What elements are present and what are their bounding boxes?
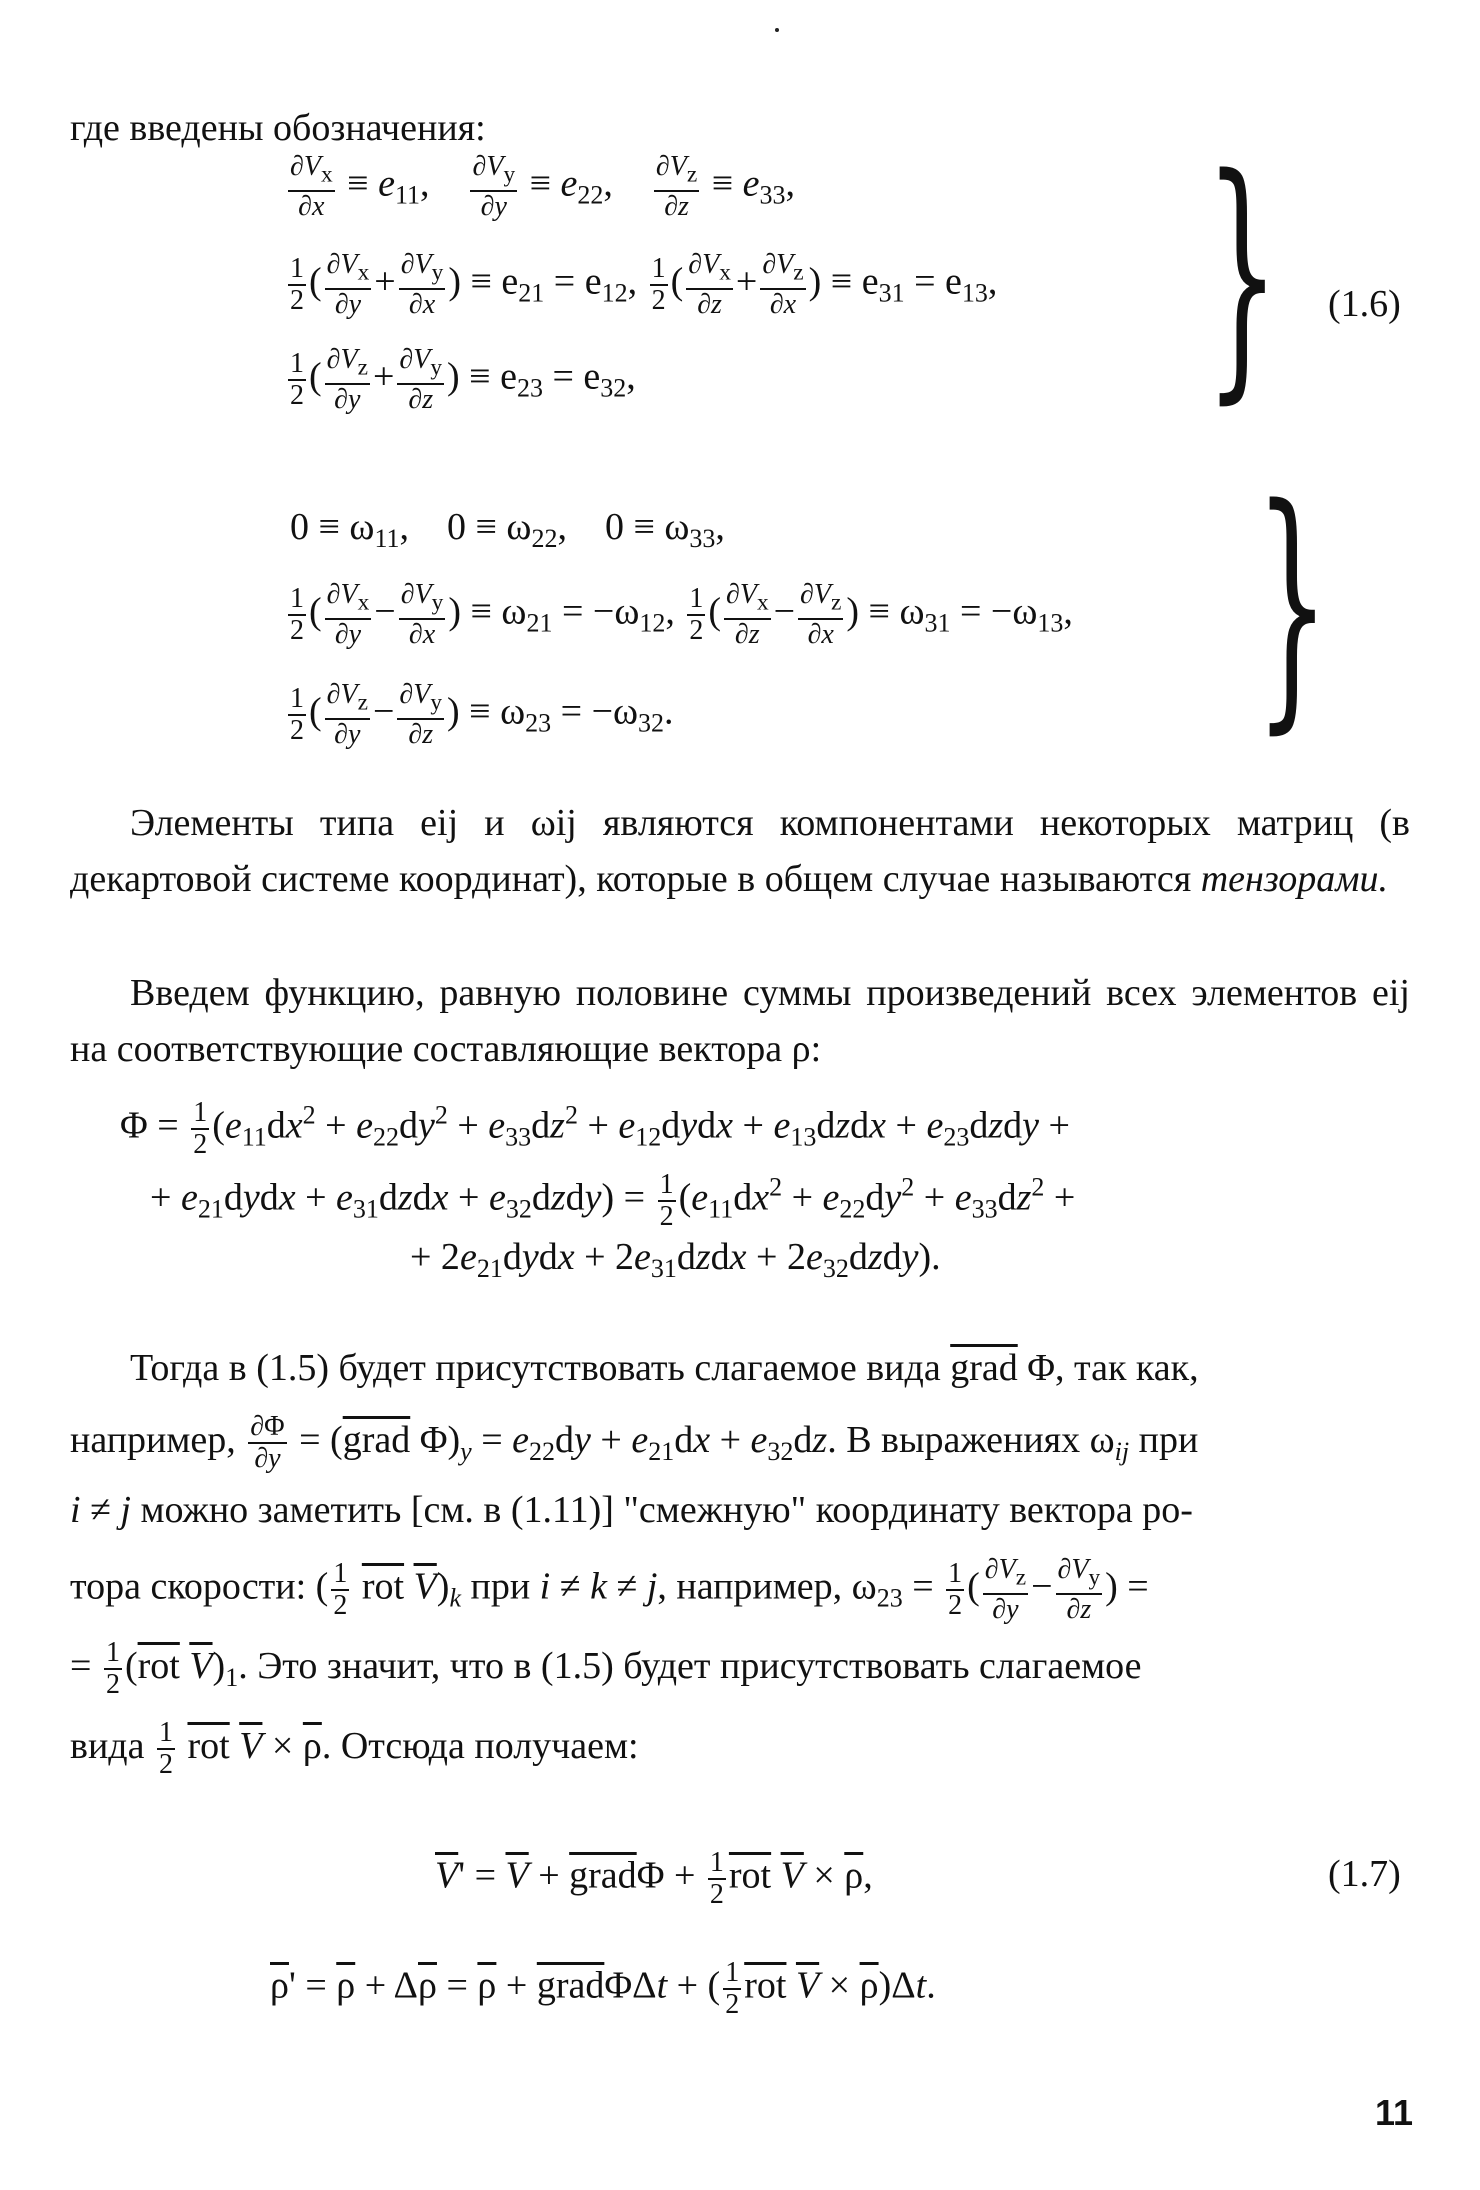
p3-line-1: Тогда в (1.5) будет присутствовать слагаемое вида grad Φ, так как, — [130, 1347, 1199, 1389]
right-brace: } — [1255, 454, 1330, 756]
eq-1-6-row3: $\frac{1}{2}$ ( $\frac{\partial V_z}{\partial y}$ + $\frac{\partial V_y}{\partial z}$ ) ≡ $e_{23} = e_{32}$, — [290, 344, 636, 415]
p3-line-3: i ≠ j можно заметить [см. в (1.11)] "смежную" координату вектора ро- — [70, 1489, 1193, 1531]
eq-1-6-number: (1.6) — [1328, 283, 1401, 325]
paragraph-tensors: Элементы типа eij и ωij являются компонентами некоторых матриц (в декартовой системе координат), которые в общем случае называются тензорами. — [70, 802, 1410, 900]
eq-1-7-number: (1.7) — [1328, 1853, 1401, 1895]
phi-line-1: Φ = $\frac{1}{2}$ ($e_{11}dx^2 + e_{22}dy^2 + e_{33}dz^2$ + $e_{12}dydx$ + $e_{13}dzdx$ + $e_{23}dzdy$ + — [120, 1097, 1070, 1160]
eq-1-6-row1-text — [0, 0, 1, 1]
eq-1-6-row1: $\frac{\partial V_x}{\partial x}$ ≡ $e_{11}$, $\frac{\partial V_y}{\partial y}$ ≡ $e_{22}$, $\frac{\partial V_z}{\partial z}$ ≡ $e_{33}$, — [290, 151, 796, 222]
right-brace: } — [1205, 124, 1280, 426]
p3-line-5: = $\frac{1}{2}$ ($\overline{rot}$ $\overline{V})_1$. Это значит, что в (1.5) будет присутствовать слагаемое — [70, 1637, 1142, 1701]
intro-line: где введены обозначения: — [70, 107, 486, 149]
eq-omega-row2: $\frac{1}{2}$ ( $\frac{\partial V_x}{\partial y}$ − $\frac{\partial V_y}{\partial x}$ ) ≡ $\omega_{21} = -\omega_{12}$, $\frac{1}{2}$ ( $\frac{\partial V_x}{\partial z}$ − $\frac{\partial V_z}{\partial x}$ ) ≡ $\omega_{31} = -\omega_{13}$, — [290, 579, 1073, 650]
eq-omega-row3: $\frac{1}{2}$ ( $\frac{\partial V_z}{\partial y}$ − $\frac{\partial V_y}{\partial z}$ ) ≡ $\omega_{23} = -\omega_{32}$. — [290, 679, 674, 750]
stray-dot — [775, 28, 779, 32]
p3-line-2: например, $\frac{\partial\Phi}{\partial y}$ = (grad $\Phi)_y = e_{22}dy + e_{21}dx + e_{32}dz$. В выражениях $\omega_{ij}$ при — [70, 1411, 1199, 1475]
eq-1-6-row2: $\frac{1}{2}$ ( $\frac{\partial V_x}{\partial y}$ + $\frac{\partial V_y}{\partial x}$ ) ≡ $e_{21} = e_{12}$, $\frac{1}{2}$ ( $\frac{\partial V_x}{\partial z}$ + $\frac{\partial V_z}{\partial x}$ ) ≡ $e_{31} = e_{13}$, — [290, 249, 998, 320]
page-number: 11 — [1375, 2092, 1414, 2133]
phi-line-2: + $e_{21}dydx$ + $e_{31}dzdx$ + $e_{32}dzdy$) = $\frac{1}{2}$ ($e_{11}dx^2 + e_{22}dy^2 + e_{33}dz^2$ + — [150, 1169, 1076, 1232]
eq-omega-row1: $0 \equiv \omega_{11}$, $0 \equiv \omega_{22}$, $0 \equiv \omega_{33}$, — [290, 506, 725, 553]
eq-1-7-line-2: $\overline{\rho}' = \overline{\rho} + \Delta\overline{\rho} = \overline{\rho}$ + gradΦΔt + ( $\frac{1}{2}$ $\overline{rot}$ $\overline{V} \times \overline{\rho})\Delta t$. — [270, 1957, 936, 2020]
p3-line-6: вида $\frac{1}{2}$ $\overline{rot}$ $\overline{V} \times \overline{\rho}$. Отсюда получаем: — [70, 1717, 639, 1781]
paragraph-function: Введем функцию, равную половине суммы произведений всех элементов eij на соответствующие составляющие вектора ρ: — [70, 972, 1410, 1070]
phi-line-3: + $2e_{21}dydx$ + $2e_{31}dzdx$ + $2e_{32}dzdy$). — [410, 1236, 941, 1283]
eq-1-7-line-1: $\overline{V}' = \overline{V}$ + gradΦ + $\frac{1}{2}$ $\overline{rot}$ $\overline{V} \times \overline{\rho}$, — [435, 1847, 873, 1910]
p3-line-4: тора скорости: ( $\frac{1}{2}$ $\overline{rot}$ $\overline{V})_k$ при i ≠ k ≠ j, например, $\omega_{23}$ = $\frac{1}{2}$ ( $\frac{\partial V_z}{\partial y}$ − $\frac{\partial V_y}{\partial z}$ ) = — [70, 1554, 1149, 1625]
